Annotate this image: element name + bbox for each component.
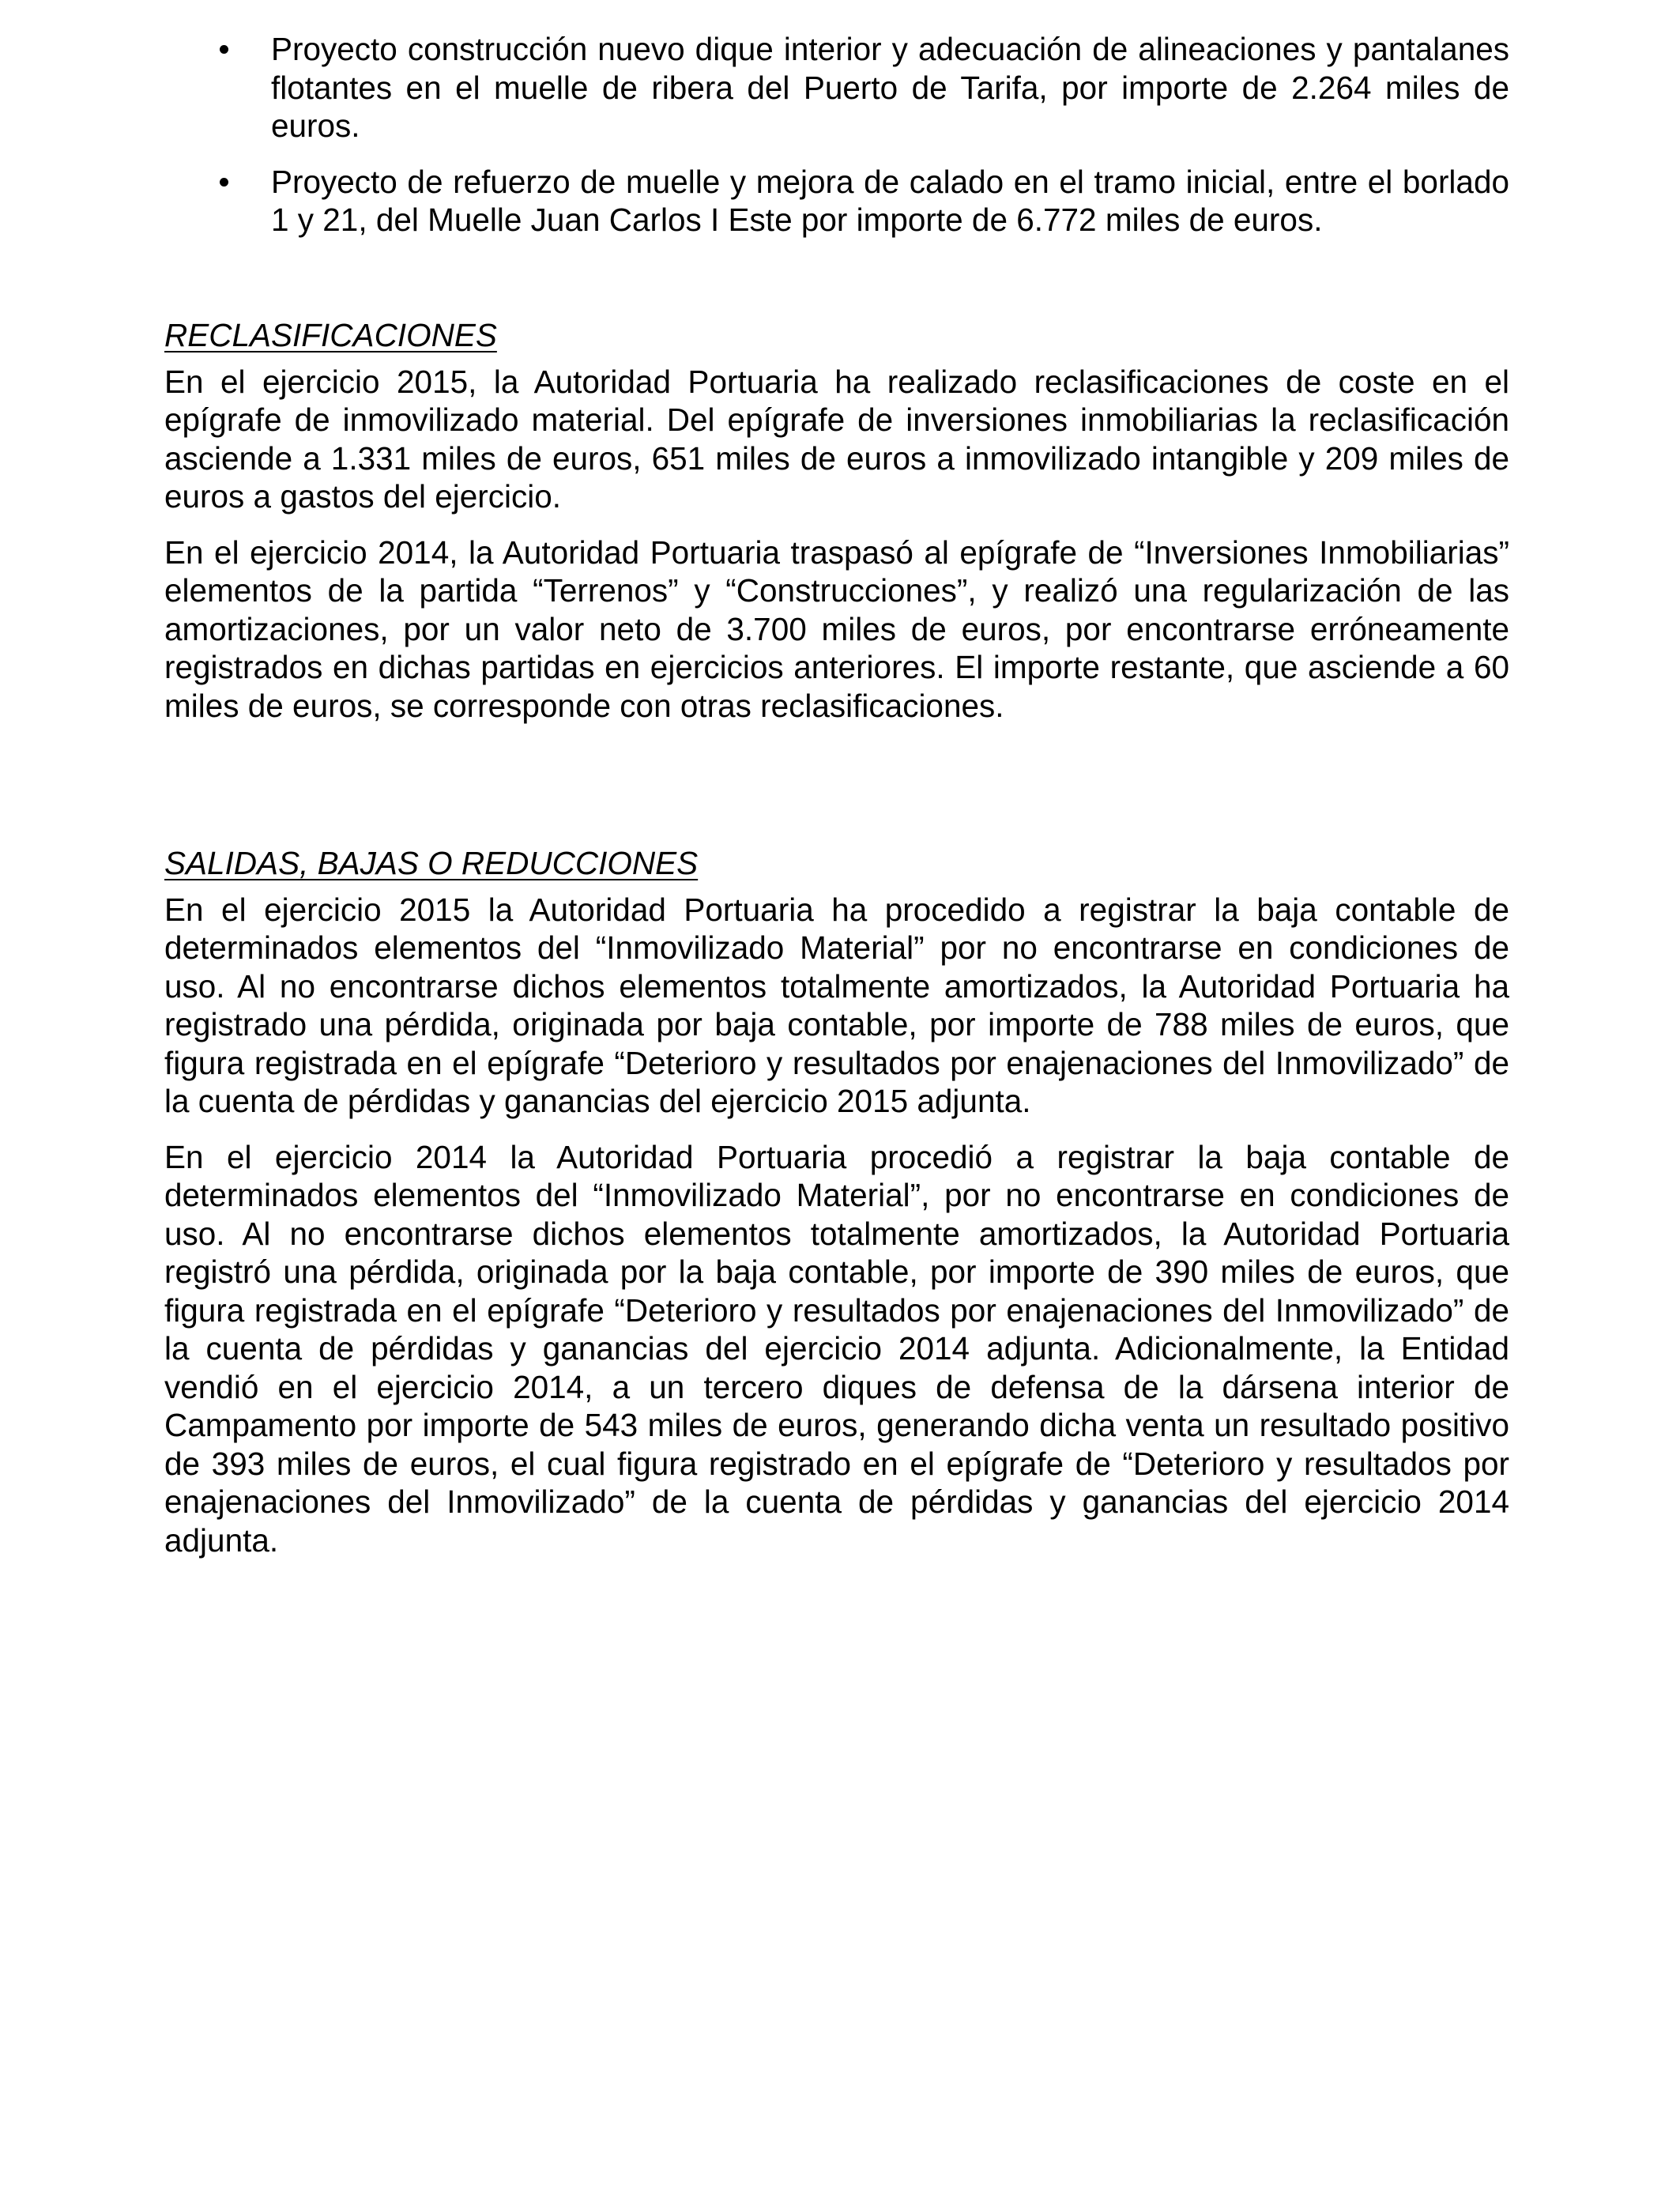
bullet-icon <box>220 45 228 54</box>
section-heading: SALIDAS, BAJAS O REDUCCIONES <box>164 845 699 881</box>
bullet-item <box>164 30 1509 145</box>
paragraph: En el ejercicio 2015, la Autoridad Portuaria ha realizado reclasificaciones de coste en el epígrafe de inmovilizado material. Del epígrafe de inversiones inmobiliarias la reclasificación asciende a 1.331 miles de euros, 651 miles de euros a inmovilizado intangible y 209 miles de euros a gastos del ejercicio. <box>164 363 1509 515</box>
paragraph: En el ejercicio 2014, la Autoridad Portuaria traspasó al epígrafe de “Inversiones Inmobiliarias” elementos de la partida “Terrenos” y “Construcciones”, y realizó una regularización de las amortizaciones, por un valor neto de 3.700 miles de euros, por encontrarse erróneamente registrados en dichas partidas en ejercicios anteriores. El importe restante, que asciende a 60 miles de euros, se corresponde con otras reclasificaciones. <box>164 533 1509 724</box>
reclasificaciones-section <box>164 316 1509 742</box>
salidas-section <box>164 844 1509 1577</box>
paragraph: En el ejercicio 2015 la Autoridad Portuaria ha procedido a registrar la baja contable de determinados elementos del “Inmovilizado Material” por no encontrarse en condiciones de uso. Al no encontrarse dichos elementos totalmente amortizados, la Autoridad Portuaria ha registrado una pérdida, originada por baja contable, por importe de 788 miles de euros, que figura registrada en el epígrafe “Deterioro y resultados por enajenaciones del Inmovilizado” de la cuenta de pérdidas y ganancias del ejercicio 2015 adjunta. <box>164 891 1509 1119</box>
bullet-text: Proyecto de refuerzo de muelle y mejora de calado en el tramo inicial, entre el borlado 1 y 21, del Muelle Juan Carlos I Este por importe de 6.772 miles de euros. <box>271 163 1509 238</box>
bullet-item <box>164 163 1509 239</box>
bullet-icon <box>220 178 228 187</box>
bullet-text: Proyecto construcción nuevo dique interior y adecuación de alineaciones y pantalanes flotantes en el muelle de ribera del Puerto de Tarifa, por importe de 2.264 miles de euros. <box>271 31 1509 144</box>
paragraph: En el ejercicio 2014 la Autoridad Portuaria procedió a registrar la baja contable de determinados elementos del “Inmovilizado Material”, por no encontrarse en condiciones de uso. Al no encontrarse dichos elementos totalmente amortizados, la Autoridad Portuaria registró una pérdida, originada por la baja contable, por importe de 390 miles de euros, que figura registrada en el epígrafe “Deterioro y resultados por enajenaciones del Inmovilizado” de la cuenta de pérdidas y ganancias del ejercicio 2014 adjunta. Adicionalmente, la Entidad vendió en el ejercicio 2014, a un tercero diques de defensa de la dársena interior de Campamento por importe de 543 miles de euros, generando dicha venta un resultado positivo de 393 miles de euros, el cual figura registrado en el epígrafe de “Deterioro y resultados por enajenaciones del Inmovilizado” de la cuenta de pérdidas y ganancias del ejercicio 2014 adjunta. <box>164 1138 1509 1559</box>
section-heading: RECLASIFICACIONES <box>164 317 497 353</box>
project-bullet-list <box>164 30 1509 257</box>
